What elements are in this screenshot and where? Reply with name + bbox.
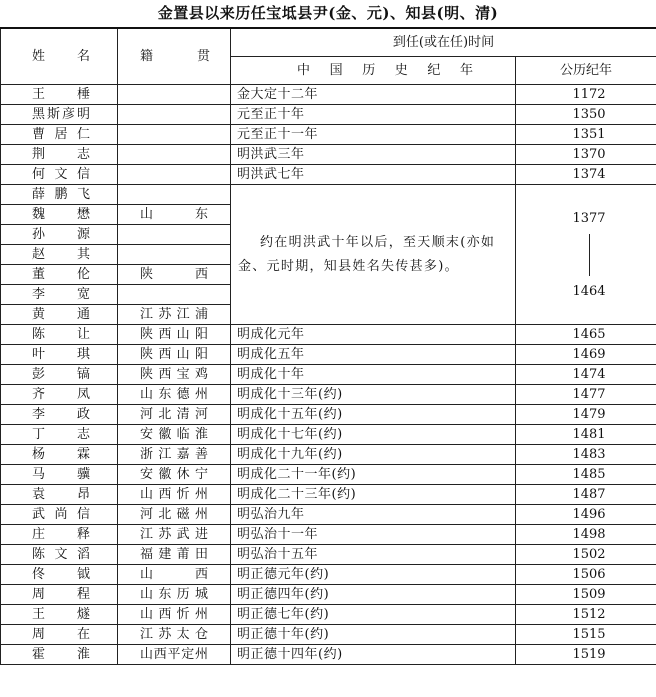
table-row (1, 125, 656, 145)
year-cell: 1487 (516, 485, 656, 505)
year-cell: 1502 (516, 545, 656, 565)
year-range-line (589, 234, 590, 276)
origin-cell: 山西 (118, 565, 231, 585)
name-cell: 周程 (1, 585, 118, 605)
origin-cell (118, 145, 231, 165)
year-cell: 1498 (516, 525, 656, 545)
era-cell: 明洪武七年 (231, 165, 516, 185)
era-cell: 明成化十年 (231, 365, 516, 385)
name-cell: 赵其 (1, 245, 118, 265)
header-row (1, 28, 656, 57)
origin-cell: 陕西山阳 (118, 345, 231, 365)
era-cell: 明弘治九年 (231, 505, 516, 525)
name-cell: 薛鹏飞 (1, 185, 118, 205)
name-cell: 杨霖 (1, 445, 118, 465)
year-cell: 1477 (516, 385, 656, 405)
origin-cell: 福建莆田 (118, 545, 231, 565)
name-cell: 董伦 (1, 265, 118, 285)
year-cell: 1485 (516, 465, 656, 485)
name-cell: 何文信 (1, 165, 118, 185)
origin-cell: 安徽临淮 (118, 425, 231, 445)
origin-cell (118, 285, 231, 305)
year-cell: 1479 (516, 405, 656, 425)
table-row (1, 105, 656, 125)
table-row (1, 185, 656, 205)
origin-cell: 山西忻州 (118, 605, 231, 625)
table-row (1, 645, 656, 665)
era-cell: 元至正十一年 (231, 125, 516, 145)
name-cell: 荆志 (1, 145, 118, 165)
era-cell: 明成化二十一年(约) (231, 465, 516, 485)
origin-cell: 山西平定州 (118, 645, 231, 665)
year-cell: 1506 (516, 565, 656, 585)
era-cell: 明正德四年(约) (231, 585, 516, 605)
name-cell: 李宽 (1, 285, 118, 305)
era-cell: 明正德十四年(约) (231, 645, 516, 665)
origin-cell: 陕西 (118, 265, 231, 285)
era-cell: 明正德元年(约) (231, 565, 516, 585)
table-row (1, 525, 656, 545)
year-cell: 1519 (516, 645, 656, 665)
name-cell: 武尚信 (1, 505, 118, 525)
name-cell: 黑斯彦明 (1, 105, 118, 125)
header-gregorian: 公历纪年 (516, 57, 656, 85)
origin-cell (118, 185, 231, 205)
name-cell: 孙源 (1, 225, 118, 245)
origin-cell: 河北磁州 (118, 505, 231, 525)
year-cell: 1474 (516, 365, 656, 385)
year-cell: 1374 (516, 165, 656, 185)
year-range-start: 1377 (572, 210, 606, 226)
table-row (1, 605, 656, 625)
origin-cell (118, 225, 231, 245)
origin-cell (118, 105, 231, 125)
name-cell: 陈文滔 (1, 545, 118, 565)
year-cell: 1509 (516, 585, 656, 605)
name-cell: 丁志 (1, 425, 118, 445)
name-cell: 霍淮 (1, 645, 118, 665)
year-cell: 1483 (516, 445, 656, 465)
name-cell: 李政 (1, 405, 118, 425)
name-cell: 叶琪 (1, 345, 118, 365)
header-name: 姓名 (1, 28, 118, 85)
table-row (1, 545, 656, 565)
name-cell: 袁昂 (1, 485, 118, 505)
year-range-end: 1464 (572, 283, 606, 299)
merged-era-note-text: 约在明洪武十年以后，至天顺末(亦如金、元时期，知县姓名失传甚多)。 (238, 234, 496, 274)
year-cell: 1465 (516, 325, 656, 345)
table-row (1, 585, 656, 605)
origin-cell: 浙江嘉善 (118, 445, 231, 465)
table-row (1, 385, 656, 405)
header-time: 到任(或在任)时间 (231, 28, 656, 57)
table-row (1, 445, 656, 465)
name-cell: 陈让 (1, 325, 118, 345)
origin-cell: 山东 (118, 205, 231, 225)
year-cell: 1515 (516, 625, 656, 645)
origin-cell: 陕西山阳 (118, 325, 231, 345)
era-cell: 明成化二十三年(约) (231, 485, 516, 505)
merged-year-range (516, 185, 656, 325)
table-row (1, 405, 656, 425)
table-row (1, 625, 656, 645)
table-row (1, 85, 656, 105)
merged-era-note (231, 185, 516, 325)
origin-cell: 山东历城 (118, 585, 231, 605)
era-cell: 明成化十三年(约) (231, 385, 516, 405)
table-row (1, 465, 656, 485)
name-cell: 曹居仁 (1, 125, 118, 145)
era-cell: 明成化十五年(约) (231, 405, 516, 425)
era-cell: 明成化十九年(约) (231, 445, 516, 465)
name-cell: 彭镐 (1, 365, 118, 385)
name-cell: 黄通 (1, 305, 118, 325)
year-cell: 1496 (516, 505, 656, 525)
header-origin: 籍贯 (118, 28, 231, 85)
header-chinese-era: 中国历史纪年 (231, 57, 516, 85)
era-cell: 明正德七年(约) (231, 605, 516, 625)
table-title: 金置县以来历任宝坻县尹(金、元)、知县(明、清) (157, 4, 499, 22)
era-cell: 元至正十年 (231, 105, 516, 125)
origin-cell: 安徽休宁 (118, 465, 231, 485)
year-cell: 1370 (516, 145, 656, 165)
year-cell: 1512 (516, 605, 656, 625)
year-cell: 1350 (516, 105, 656, 125)
name-cell: 齐凤 (1, 385, 118, 405)
era-cell: 明正德十年(约) (231, 625, 516, 645)
era-cell: 明弘治十五年 (231, 545, 516, 565)
era-cell: 明成化五年 (231, 345, 516, 365)
origin-cell: 陕西宝鸡 (118, 365, 231, 385)
year-cell: 1481 (516, 425, 656, 445)
table-row (1, 485, 656, 505)
name-cell: 王棰 (1, 85, 118, 105)
table-row (1, 365, 656, 385)
name-cell: 庄释 (1, 525, 118, 545)
table-row (1, 165, 656, 185)
origin-cell (118, 125, 231, 145)
name-cell: 魏懋 (1, 205, 118, 225)
origin-cell: 山东德州 (118, 385, 231, 405)
origin-cell: 江苏江浦 (118, 305, 231, 325)
name-cell: 周在 (1, 625, 118, 645)
era-cell: 明弘治十一年 (231, 525, 516, 545)
origin-cell: 江苏太仓 (118, 625, 231, 645)
table-row (1, 345, 656, 365)
year-range-stack (516, 209, 656, 301)
table-row (1, 325, 656, 345)
year-cell: 1469 (516, 345, 656, 365)
name-cell: 王燧 (1, 605, 118, 625)
origin-cell (118, 245, 231, 265)
magistrate-table (0, 27, 656, 665)
era-cell: 明成化元年 (231, 325, 516, 345)
table-row (1, 145, 656, 165)
origin-cell: 山西忻州 (118, 485, 231, 505)
origin-cell (118, 85, 231, 105)
year-cell: 1172 (516, 85, 656, 105)
table-row (1, 565, 656, 585)
era-cell: 金大定十二年 (231, 85, 516, 105)
origin-cell: 河北清河 (118, 405, 231, 425)
name-cell: 马骥 (1, 465, 118, 485)
year-cell: 1351 (516, 125, 656, 145)
table-row (1, 425, 656, 445)
era-cell: 明成化十七年(约) (231, 425, 516, 445)
name-cell: 佟钺 (1, 565, 118, 585)
origin-cell: 江苏武进 (118, 525, 231, 545)
origin-cell (118, 165, 231, 185)
era-cell: 明洪武三年 (231, 145, 516, 165)
table-row (1, 505, 656, 525)
